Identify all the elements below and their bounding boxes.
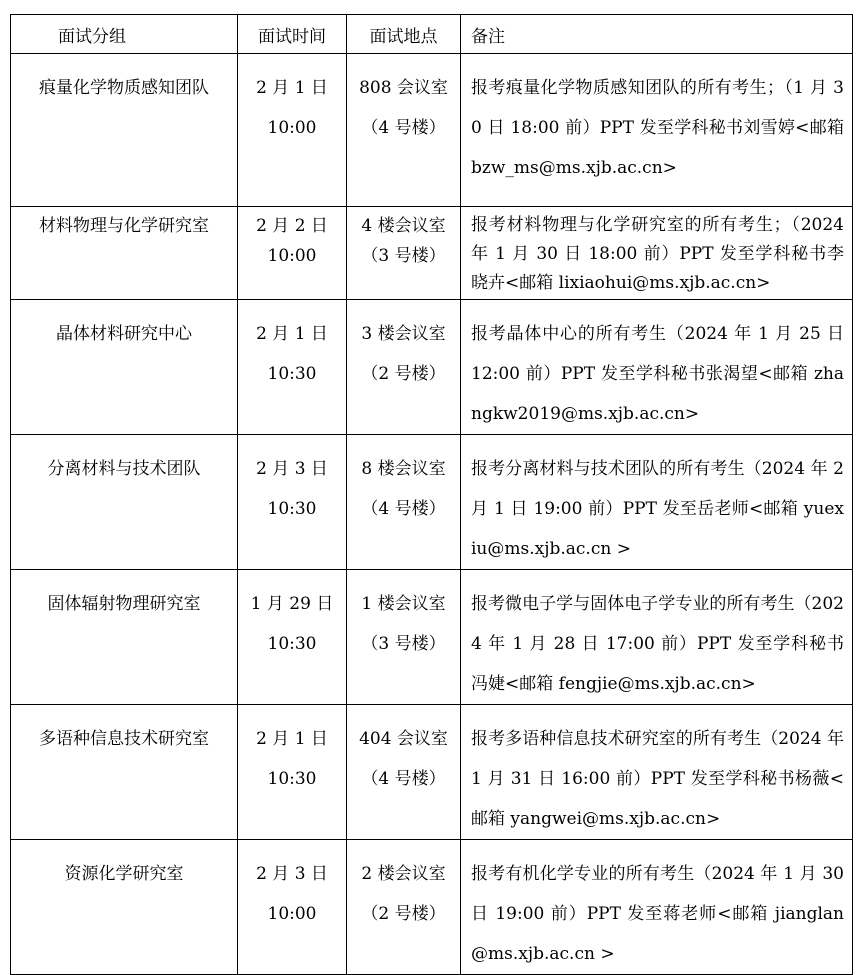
note-text: 报考有机化学专业的所有考生（2024 年 1 月 30 日 19:00 前）PPT 发至蒋老师<邮箱 jianglan@ms.xjb.ac.cn > (471, 864, 844, 964)
room-text: 3 楼会议室 (361, 324, 446, 344)
table-row (11, 54, 853, 207)
building-text: （4 号楼） (361, 118, 446, 138)
time-text: 10:30 (267, 769, 317, 789)
table-row (11, 300, 853, 435)
location-cell (347, 705, 461, 840)
group-cell: 材料物理与化学研究室 (11, 207, 238, 300)
building-text: （3 号楼） (361, 634, 446, 654)
time-text: 10:00 (267, 246, 317, 266)
note-cell (461, 840, 853, 975)
note-cell (461, 435, 853, 570)
time-cell (238, 570, 347, 705)
time-cell (238, 705, 347, 840)
interview-schedule-table (10, 14, 853, 975)
building-text: （2 号楼） (361, 364, 446, 384)
header-location: 面试地点 (347, 15, 461, 54)
note-text: 报考分离材料与技术团队的所有考生（2024 年 2 月 1 日 19:00 前）PPT 发至岳老师<邮箱 yuexiu@ms.xjb.ac.cn > (471, 459, 844, 559)
group-cell: 固体辐射物理研究室 (11, 570, 238, 705)
room-text: 4 楼会议室 (361, 216, 446, 236)
time-text: 10:00 (267, 904, 317, 924)
location-cell (347, 54, 461, 207)
building-text: （4 号楼） (361, 499, 446, 519)
location-cell (347, 300, 461, 435)
date-text: 2 月 1 日 (256, 78, 328, 98)
group-cell: 分离材料与技术团队 (11, 435, 238, 570)
time-cell (238, 300, 347, 435)
location-cell (347, 570, 461, 705)
building-text: （3 号楼） (361, 246, 446, 266)
note-text: 报考痕量化学物质感知团队的所有考生；（1 月 30 日 18:00 前）PPT 发至学科秘书刘雪婷<邮箱 bzw_ms@ms.xjb.ac.cn> (471, 78, 844, 178)
table-row (11, 705, 853, 840)
date-text: 2 月 2 日 (256, 216, 328, 236)
date-text: 2 月 1 日 (256, 729, 328, 749)
note-text: 报考材料物理与化学研究室的所有考生；（2024 年 1 月 30 日 18:00 前）PPT 发至学科秘书李晓卉<邮箱 lixiaohui@ms.xjb.ac.cn> (471, 215, 844, 293)
time-cell (238, 54, 347, 207)
room-text: 1 楼会议室 (361, 594, 446, 614)
date-text: 2 月 3 日 (256, 864, 328, 884)
location-cell (347, 207, 461, 300)
header-notes: 备注 (461, 15, 853, 54)
room-text: 808 会议室 (359, 78, 448, 98)
table-row (11, 435, 853, 570)
group-cell: 资源化学研究室 (11, 840, 238, 975)
building-text: （2 号楼） (361, 904, 446, 924)
note-cell (461, 705, 853, 840)
time-cell (238, 207, 347, 300)
time-text: 10:30 (267, 499, 317, 519)
time-text: 10:30 (267, 364, 317, 384)
location-cell (347, 435, 461, 570)
table-row (11, 840, 853, 975)
building-text: （4 号楼） (361, 769, 446, 789)
table-row (11, 207, 853, 300)
room-text: 8 楼会议室 (361, 459, 446, 479)
note-text: 报考多语种信息技术研究室的所有考生（2024 年 1 月 31 日 16:00 前）PPT 发至学科秘书杨薇<邮箱 yangwei@ms.xjb.ac.cn> (471, 729, 844, 829)
note-text: 报考微电子学与固体电子学专业的所有考生（2024 年 1 月 28 日 17:00 前）PPT 发至学科秘书冯婕<邮箱 fengjie@ms.xjb.ac.cn> (471, 594, 844, 694)
date-text: 2 月 1 日 (256, 324, 328, 344)
time-cell (238, 840, 347, 975)
header-time: 面试时间 (238, 15, 347, 54)
header-group: 面试分组 (11, 15, 238, 54)
date-text: 1 月 29 日 (250, 594, 334, 614)
time-cell (238, 435, 347, 570)
group-cell: 晶体材料研究中心 (11, 300, 238, 435)
room-text: 2 楼会议室 (361, 864, 446, 884)
note-cell (461, 54, 853, 207)
room-text: 404 会议室 (359, 729, 448, 749)
date-text: 2 月 3 日 (256, 459, 328, 479)
note-cell (461, 207, 853, 300)
note-cell (461, 300, 853, 435)
table-row (11, 570, 853, 705)
group-cell: 痕量化学物质感知团队 (11, 54, 238, 207)
time-text: 10:30 (267, 634, 317, 654)
group-cell: 多语种信息技术研究室 (11, 705, 238, 840)
time-text: 10:00 (267, 118, 317, 138)
header-row (11, 15, 853, 54)
note-text: 报考晶体中心的所有考生（2024 年 1 月 25 日 12:00 前）PPT 发至学科秘书张渴望<邮箱 zhangkw2019@ms.xjb.ac.cn> (471, 324, 844, 424)
note-cell (461, 570, 853, 705)
location-cell (347, 840, 461, 975)
